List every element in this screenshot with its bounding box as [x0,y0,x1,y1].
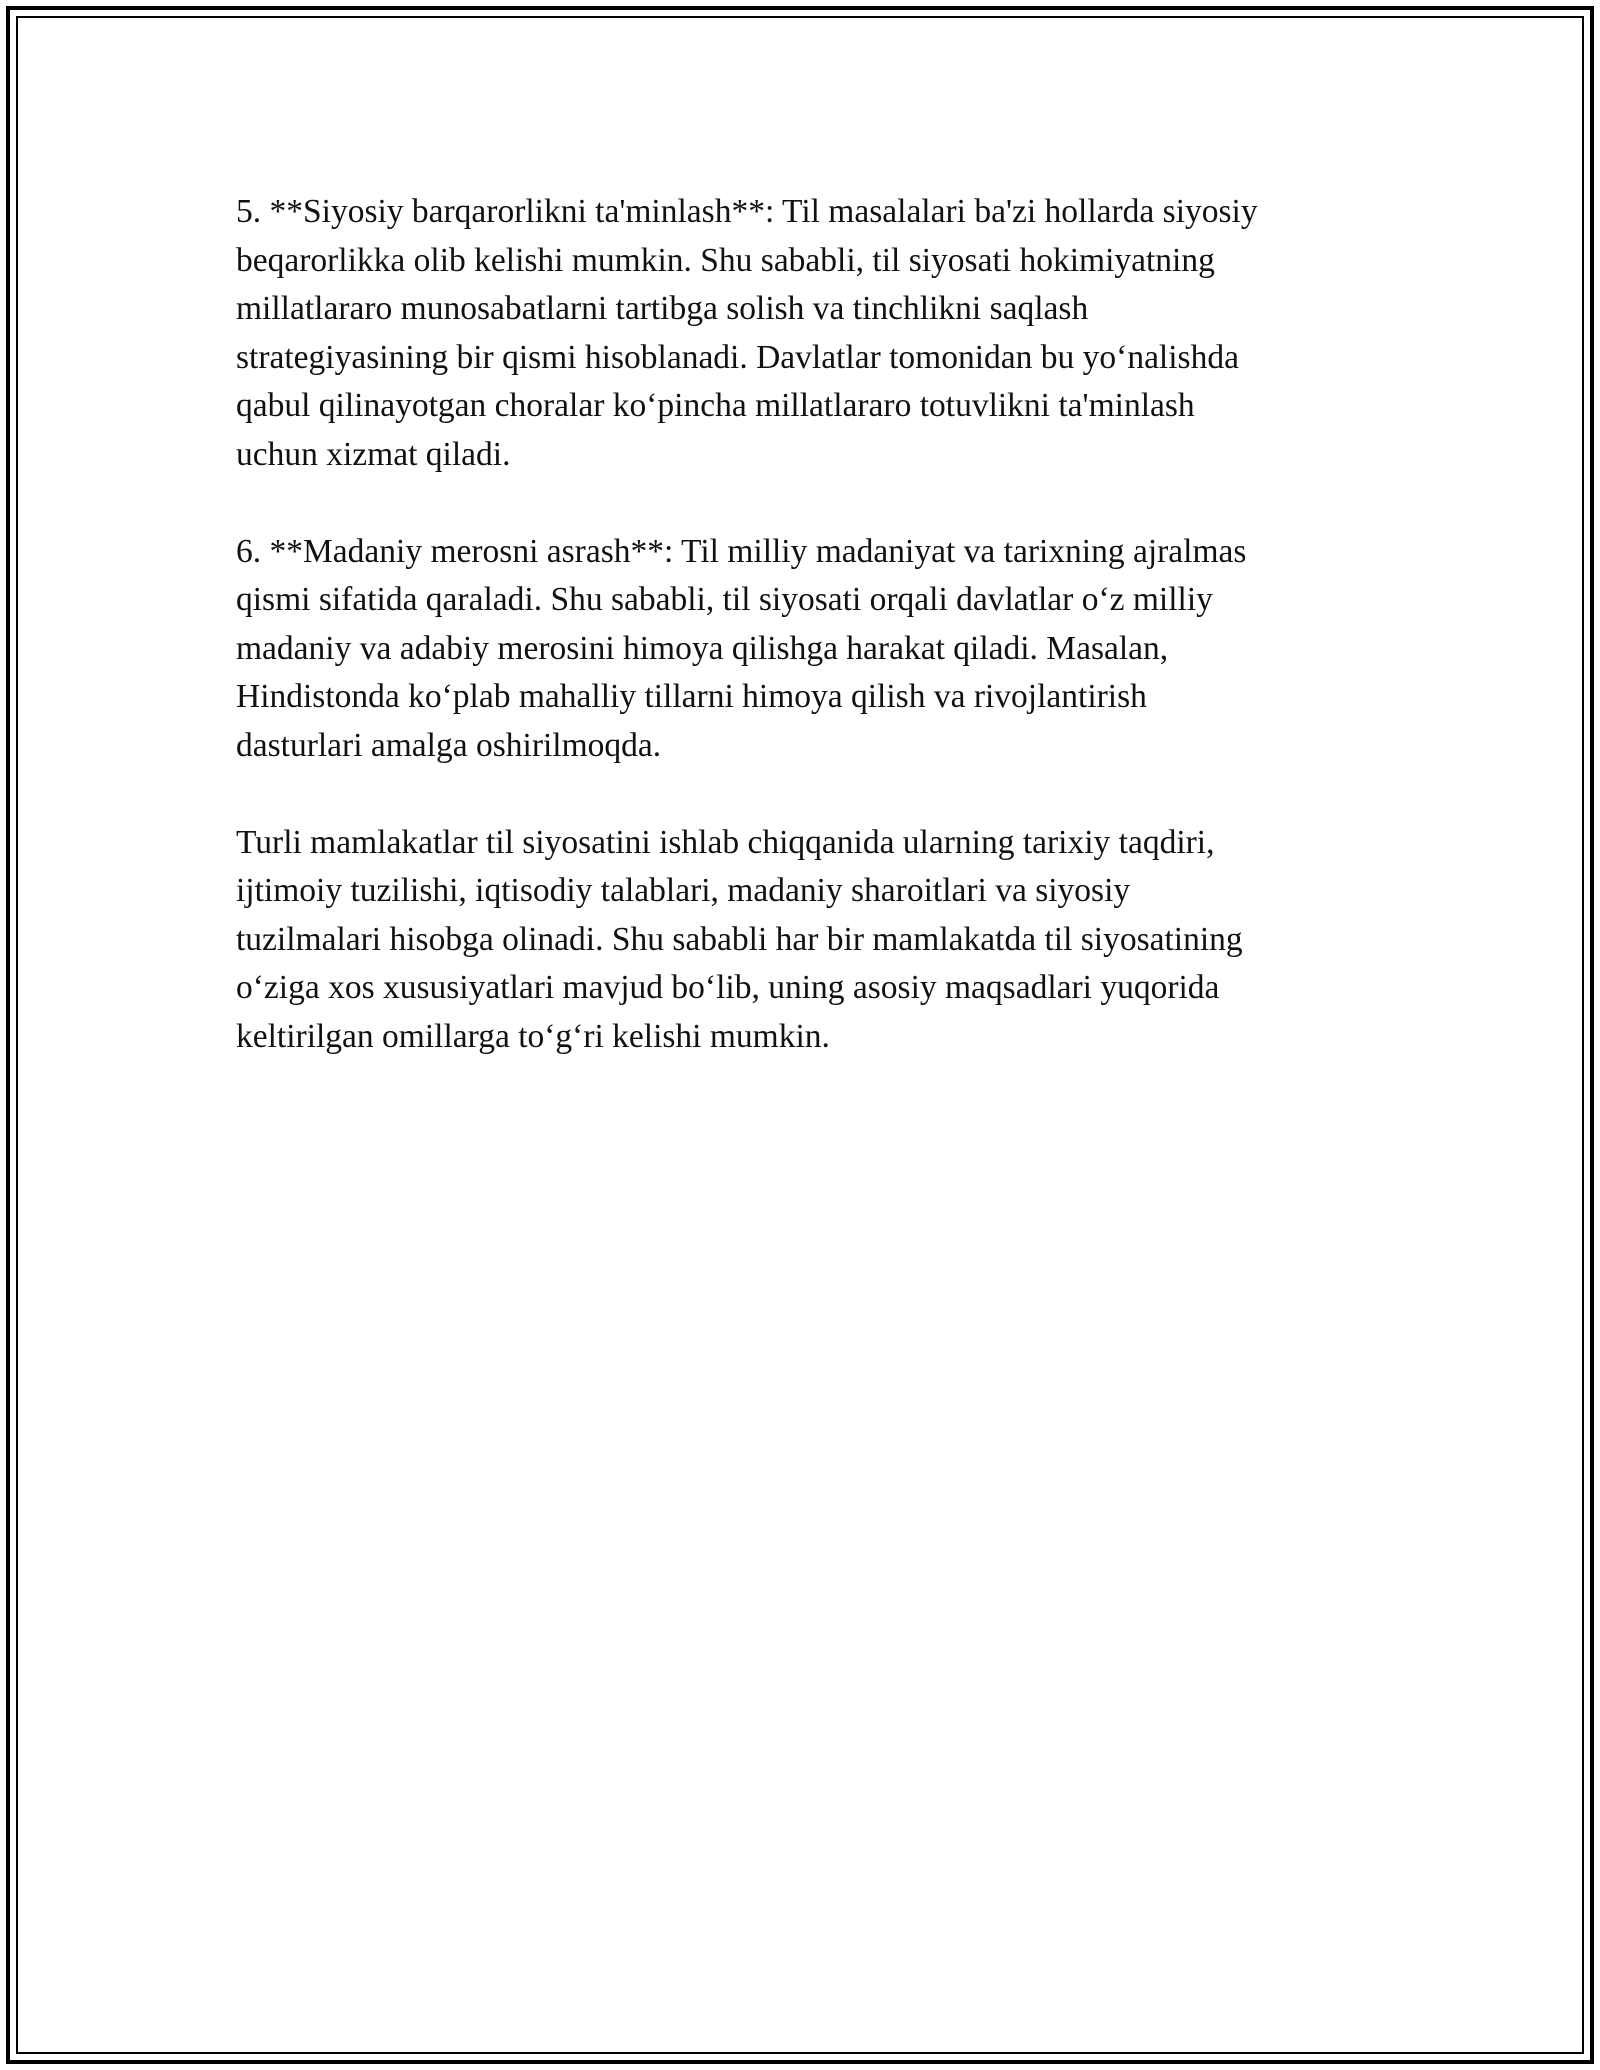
paragraph-siyosiy-barqarorlik: 5. **Siyosiy barqarorlikni ta'minlash**: Til masalalari ba'zi hollarda siyosiy beqarorlikka olib kelishi mumkin. Shu sababli, til siyosati hokimiyatning millatlararo munosabatlarni tartibga solish va tinchlikni saqlash strategiyasining bir qismi hisoblanadi. Davlatlar tomonidan bu yo‘nalishda qabul qilinayotgan choralar ko‘pincha millatlararo totuvlikni ta'minlash uchun xizmat qiladi. [236,193,1258,473]
paragraph-conclusion: Turli mamlakatlar til siyosatini ishlab chiqqanida ularning tarixiy taqdiri, ijtimoiy tuzilishi, iqtisodiy talablari, madaniy sharoitlari va siyosiy tuzilmalari hisobga olinadi. Shu sababli har bir mamlakatda til siyosatining o‘ziga xos xususiyatlari mavjud bo‘lib, uning asosiy maqsadlari yuqorida keltirilgan omillarga to‘g‘ri kelishi mumkin. [236,823,1243,1055]
document-body [236,188,1366,1110]
paragraph-madaniy-meros: 6. **Madaniy merosni asrash**: Til milliy madaniyat va tarixning ajralmas qismi sifatida qaraladi. Shu sababli, til siyosati orqali davlatlar o‘z milliy madaniy va adabiy merosini himoya qilishga harakat qiladi. Masalan, Hindistonda ko‘plab mahalliy tillarni himoya qilish va rivojlantirish dasturlari amalga oshirilmoqda. [236,532,1247,764]
